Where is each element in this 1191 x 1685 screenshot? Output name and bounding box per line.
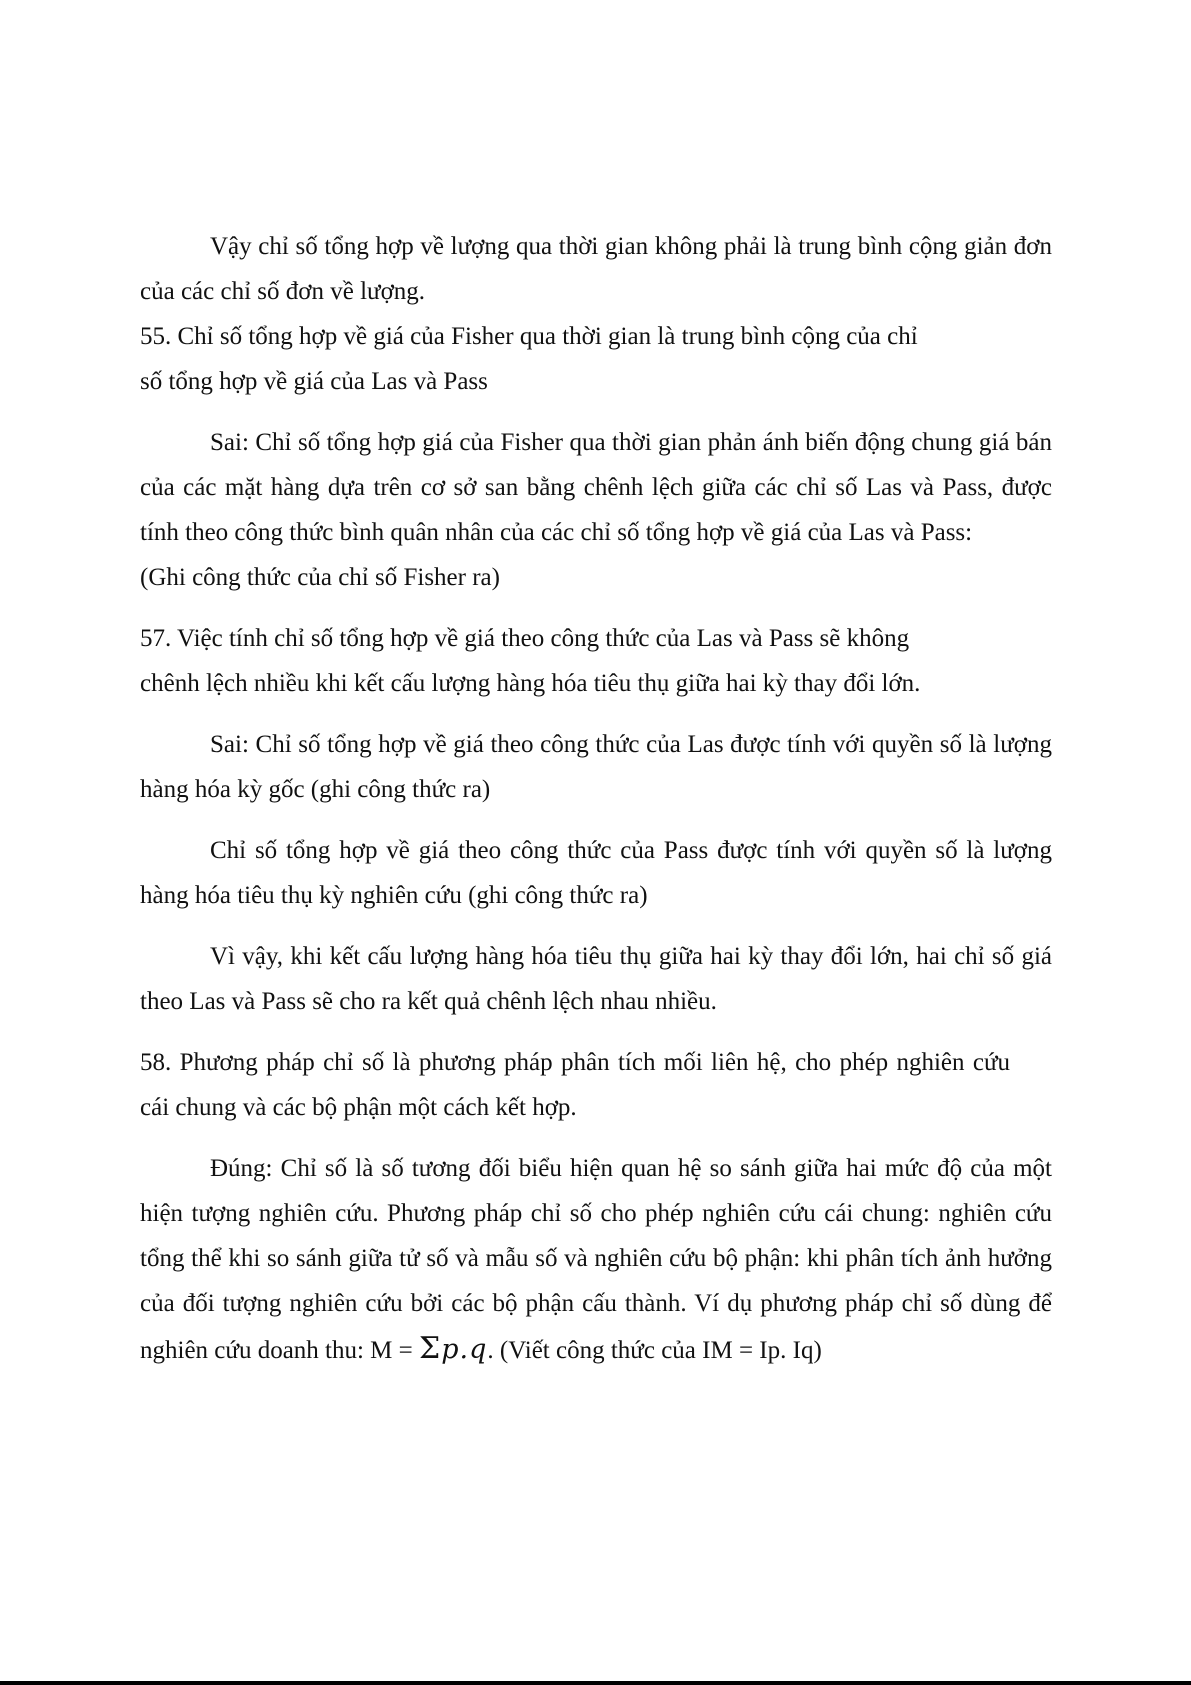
- question-57: [140, 616, 1052, 706]
- question-55-line-2: số tổng hợp về giá của Las và Pass: [140, 368, 488, 395]
- question-58: 58. Phương pháp chỉ số là phương pháp phân tích mối liên hệ, cho phép nghiên cứu cái chung và các bộ phận một cách kết hợp.: [140, 1049, 1010, 1121]
- paragraph-conclusion-quantity-index: Vậy chỉ số tổng hợp về lượng qua thời gian không phải là trung bình cộng giản đơn của các chỉ số đơn về lượng.: [140, 233, 1052, 305]
- answer-57-pass: Chỉ số tổng hợp về giá theo công thức của Pass được tính với quyền số là lượng hàng hóa tiêu thụ kỳ nghiên cứu (ghi công thức ra): [140, 837, 1052, 909]
- question-57-line-2: chênh lệch nhiều khi kết cấu lượng hàng hóa tiêu thụ giữa hai kỳ thay đổi lớn.: [140, 670, 921, 697]
- formula-pq: p.q: [441, 1334, 488, 1365]
- bottom-border-line: [0, 1681, 1191, 1685]
- sigma-symbol: Σ: [419, 1331, 442, 1366]
- question-55-line-1: 55. Chỉ số tổng hợp về giá của Fisher qua thời gian là trung bình cộng của chỉ: [140, 323, 918, 350]
- page-content: [140, 224, 1052, 1373]
- answer-55-note: (Ghi công thức của chỉ số Fisher ra): [140, 564, 500, 591]
- answer-58: [140, 1146, 1052, 1373]
- revenue-formula: [419, 1331, 488, 1366]
- question-57-line-1: 57. Việc tính chỉ số tổng hợp về giá theo công thức của Las và Pass sẽ không: [140, 625, 910, 652]
- answer-57-las: Sai: Chỉ số tổng hợp về giá theo công thức của Las được tính với quyền số là lượng hàng hóa kỳ gốc (ghi công thức ra): [140, 731, 1052, 803]
- answer-57-conclusion: Vì vậy, khi kết cấu lượng hàng hóa tiêu thụ giữa hai kỳ thay đổi lớn, hai chỉ số giá theo Las và Pass sẽ cho ra kết quả chênh lệch nhau nhiều.: [140, 943, 1052, 1015]
- answer-58-text: Đúng: Chỉ số là số tương đối biểu hiện quan hệ so sánh giữa hai mức độ của một hiện tượng nghiên cứu. Phương pháp chỉ số cho phép nghiên cứu cái chung: nghiên cứu tổng thể khi so sánh giữa tử số và mẫu số và nghiên cứu bộ phận: khi phân tích ảnh hưởng của đối tượng nghiên cứu bởi các bộ phận cấu thành. Ví dụ phương pháp chỉ số dùng để nghiên cứu doanh thu: M =: [140, 1155, 1052, 1364]
- answer-55: Sai: Chỉ số tổng hợp giá của Fisher qua thời gian phản ánh biến động chung giá bán của các mặt hàng dựa trên cơ sở san bằng chênh lệch giữa các chỉ số Las và Pass, được tính theo công thức bình quân nhân của các chỉ số tổng hợp về giá của Las và Pass:: [140, 429, 1052, 546]
- question-55: [140, 314, 1052, 404]
- answer-58-text-end: . (Viết công thức của IM = Ip. Iq): [487, 1337, 822, 1364]
